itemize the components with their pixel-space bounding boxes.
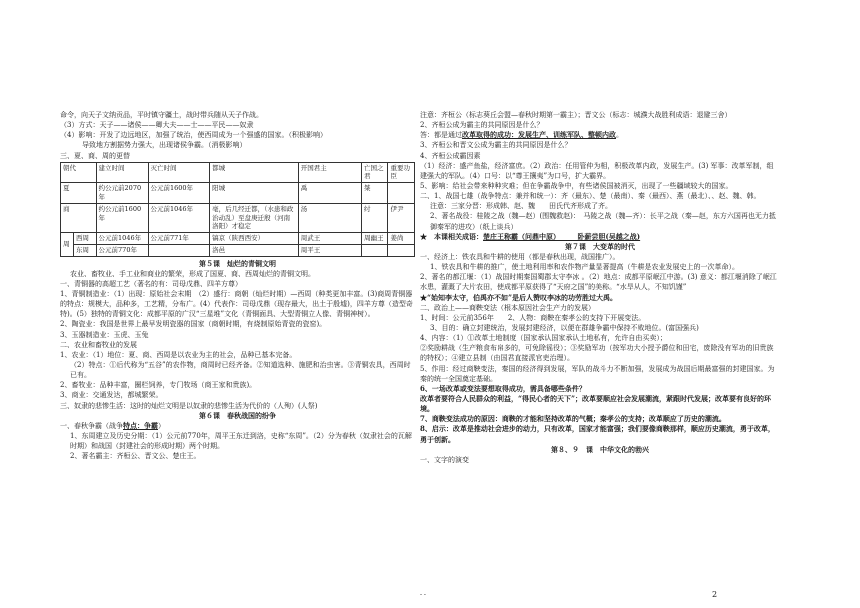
key-point: 楚庄王称霸（问鼎中原） bbox=[483, 231, 557, 241]
key-point: 卧薪尝胆(吴越之战) bbox=[556, 231, 641, 241]
text-line: 一、青铜器的高超工艺（著名的有：司母戊鼎、四羊方尊） bbox=[60, 279, 242, 288]
text-line: 2、齐桓公成为霸主的共同原因是什么？ bbox=[420, 121, 544, 130]
text-line: 二、政治上——商鞅变法（根本原因社会生产力的发展） bbox=[420, 303, 595, 312]
page-number: 2 bbox=[712, 590, 718, 599]
text-paragraph: 5、作用：经过商鞅变法，秦国的经济得到发展，军队的战斗力不断加强，发展成为战国后期最富强的封建国家。为秦的统一全国奠定基础。 bbox=[420, 364, 775, 383]
table-cell: 公元前771年 bbox=[148, 233, 210, 245]
table-cell: 公元前1600年 bbox=[148, 183, 210, 204]
table-header-row bbox=[61, 162, 415, 183]
text-line: 4、齐桓公成霸因素 bbox=[420, 151, 481, 160]
table-cell: 阳城 bbox=[210, 183, 299, 204]
table-cell: 桀 bbox=[361, 183, 387, 204]
text-line: 一、文字的演变 bbox=[420, 455, 469, 464]
right-column bbox=[420, 110, 780, 465]
text-line bbox=[60, 421, 415, 431]
table-row bbox=[61, 203, 415, 232]
text-paragraph: ②奖励耕战（生产粮食布帛多的，可免除徭役）；③奖励军功（按军功大小授予爵位和田宅，废除没有军功的旧贵族的特权）；④建立县制（由国君直接派官吏治理）。 bbox=[420, 344, 774, 363]
text-paragraph: 5、影响：给社会带来种种灾难；但在争霸战争中，有些诸侯国被消灭，出现了一些疆域较大的国家。 bbox=[420, 181, 733, 190]
text-line: （3）方式：天子——诸侯——卿大夫——士——平民——奴隶 bbox=[60, 121, 254, 130]
text-line: 3、商业：交通发达，都城繁荣。 bbox=[60, 391, 163, 400]
table-cell: 约公元前1600年 bbox=[96, 203, 148, 232]
table-cell: 洛邑 bbox=[210, 244, 299, 256]
table-cell: 西周 bbox=[73, 233, 96, 245]
table-cell: 禹 bbox=[298, 183, 361, 204]
text-line: 6、一场改革或变法要想取得成功，需具备哪些条件？ bbox=[420, 383, 586, 393]
text-paragraph: 2、著名的都江堰：（1）战国时期秦国蜀郡太守李冰 。（2）地点：成都平原岷江中游。(3) 意义：都江堰消除了岷江水患，灌溉了大片农田，使成都平原获得了“天府之国”的美称。“水旱从人，不知饥馑” bbox=[420, 273, 777, 292]
table-cell: 公元前1046年 bbox=[148, 203, 210, 232]
table-cell bbox=[148, 244, 210, 256]
table-cell: 纣 bbox=[361, 203, 387, 232]
text-line: 农业、畜牧业、手工业和商业的繁荣，形成了国夏、商、西周灿烂的青铜文明。 bbox=[70, 269, 315, 278]
text-line: 4、内容：（1）①改革土地制度（国家承认国家承认土地私有，允许自由买卖）； bbox=[420, 334, 667, 343]
table-cell: 公元前1046年 bbox=[96, 233, 148, 245]
table-cell: 汤 bbox=[298, 203, 361, 232]
text-line: 3、目的：确立封建统治，发展封建经济，以便在群雄争霸中保持不败地位。(富国强兵) bbox=[430, 323, 699, 332]
table-cell: 商 bbox=[61, 203, 97, 232]
table-header-cell: 亡国之君 bbox=[361, 162, 387, 183]
text-line: 注意：三家分晋：形成韩、赵、魏 田氏代齐形成了齐。 bbox=[430, 202, 612, 211]
table-cell: 公元前770年 bbox=[96, 244, 148, 256]
table-header-cell: 建立时间 bbox=[96, 162, 148, 183]
text-span: ） bbox=[158, 421, 165, 430]
key-point: 特点：争霸 bbox=[123, 420, 158, 430]
text-line: ★“始知李太守，伯禹亦不如”是后人赞叹李冰的功劳胜过大禹。 bbox=[420, 292, 618, 302]
text-paragraph: 8、启示：改革是推动社会进步的动力，只有改革，国家才能富强；我们要像商鞅那样，顺应历史潮流，勇于改革，勇于创新。 bbox=[420, 424, 775, 444]
text-line: 1、农业：（1）地位：夏、商、西周是以农业为主的社会，品种已基本完备。 bbox=[60, 350, 297, 359]
text-line: 二、农业和畜牧业的发展 bbox=[60, 340, 137, 349]
table-header-cell: 都城 bbox=[210, 162, 299, 183]
text-paragraph: 1、青铜制造业：（1）出现：原始社会末期 （2）盛行：商朝（灿烂时期）—西周（种类更加丰富。(3)商周青铜器的特点：规模大，品种多，工艺精，分布广。(4）代表作：司母戊鼎（现存最大，出土于殷墟)，四羊方尊（造型奇特)。(5）独特的青铜文化：成都平原的广汉“三星堆”文化（青铜面具、大型青铜立人像、青铜神树）。 bbox=[60, 290, 413, 319]
table-cell: 周武王 bbox=[298, 233, 361, 245]
table-cell: 伊尹 bbox=[388, 203, 415, 232]
table-cell: 周平王 bbox=[298, 244, 361, 256]
text-line bbox=[420, 130, 780, 140]
footer-dots: - - bbox=[420, 591, 426, 598]
table-cell: 夏 bbox=[61, 183, 97, 204]
table-cell: 约公元前2070年 bbox=[96, 183, 148, 204]
text-paragraph: （2）特点：①后代称为“五谷”的农作物，商周时已经齐备。②知道选种、施肥和治虫害。③青铜农具，西周时已有。 bbox=[70, 361, 411, 380]
text-line: 命令，向天子文纳贡品，平时镇守疆土，战时带兵随从天子作战。 bbox=[60, 111, 263, 119]
text-paragraph: 2、著名战役：桂陵之战（魏—赵）(围魏救赵)： 马陵之战（魏—齐）：长平之战（秦—赵，东方六国再也无力抵御秦军的进攻）（纸上谈兵） bbox=[430, 212, 776, 231]
lesson-title: 第８、９ 课 中华文化的勃兴 bbox=[551, 444, 649, 454]
table-row bbox=[61, 183, 415, 204]
dynasty-table bbox=[60, 162, 415, 257]
table-cell bbox=[388, 183, 415, 204]
text-line: 3、齐桓公和晋文公成为霸主的共同原因是什么？ bbox=[420, 141, 572, 150]
table-cell: 镐京（陕西西安） bbox=[210, 233, 299, 245]
key-point: 改革取得的成功：发展生产、训练军队、整顿内政 bbox=[462, 130, 616, 140]
text-paragraph: 7、商鞅变法成功的原因：商鞅的才能和坚持改革的气概；秦孝公的支持；改革顺应了历史的潮流。 bbox=[420, 414, 726, 424]
text-line: 导致地方割据势力强大，出现诸侯争霸。（消极影响） bbox=[82, 141, 247, 150]
text-paragraph: 注意：齐桓公（标志葵丘会盟—春秋时期第一霸主）；晋文公（标志：城濮大战胜利成语：退避三舍） bbox=[420, 111, 732, 119]
table-cell: 周幽王 bbox=[361, 233, 387, 245]
table-cell: 亳，后几经迁都，（水患和政治动乱）至盘庚迁殷（河南洛阳）才稳定 bbox=[210, 203, 299, 232]
text-line bbox=[420, 232, 780, 242]
table-cell: 周 bbox=[61, 233, 74, 257]
table-header-cell: 开国君主 bbox=[298, 162, 361, 183]
table-cell bbox=[388, 244, 415, 256]
text-line: 3、玉器制造业：玉虎、玉兔 bbox=[60, 330, 149, 339]
text-paragraph: 改革者要符合人民群众的利益，“得民心者的天下”；改革要顺应社会发展潮流，紧跟时代发展；改革要有良好的环境。 bbox=[420, 393, 772, 414]
text-paragraph: 1、东周建立及历史分期：（1）公元前770年，周平王东迁到洛，史称“东周”。（2）分为春秋（奴隶社会的瓦解时期）和战国（封建社会的形成时期）两个时期。 bbox=[70, 431, 412, 451]
text-paragraph: （1）经济：盛产鱼盐，经济富庶。（2）政治：任用管仲为相，积极改革内政，发展生产。(3) 军事：改革军制，组建强大的军队。（4）口号：以“尊王攘夷”为口号，扩大霸界。 bbox=[420, 161, 774, 180]
lesson-title: 第５课 灿烂的青铜文明 bbox=[199, 258, 276, 268]
lesson-title: 第６课 春秋战国的纷争 bbox=[199, 410, 276, 420]
text-paragraph: 二、1、战国七雄（战争特点：兼并和统一）：齐（最东）、楚（最南）、秦（最西）、燕（最北）、、赵、魏、韩。 bbox=[420, 192, 761, 201]
text-span: 。 bbox=[616, 131, 623, 140]
text-span: 答：都是通过 bbox=[420, 131, 462, 140]
table-header-cell: 朝代 bbox=[61, 162, 97, 183]
table-row bbox=[61, 233, 415, 245]
text-line: 一、经济上：铁农具和牛耕的使用（都是春秋出现，战国推广）。 bbox=[420, 252, 620, 261]
table-row bbox=[61, 244, 415, 256]
text-line: （4）影响：开发了边远地区，加强了统治，使西周成为一个强盛的国家。（积极影响） bbox=[60, 131, 327, 140]
text-span: 一、春秋争霸（战争 bbox=[60, 421, 123, 430]
text-span: ★ 本课相关成语： bbox=[420, 231, 483, 241]
table-cell: 东周 bbox=[73, 244, 96, 256]
text-line: 2、畜牧业：品种丰富，圈栏饲养，专门牧场（商王家和贵族)。 bbox=[60, 381, 257, 390]
table-header-cell: 灭亡时间 bbox=[148, 162, 210, 183]
text-line: 2、陶瓷业：我国是世界上最早发明瓷器的国家（商朝时期，有烧制原始青瓷的瓷窑)。 bbox=[60, 320, 327, 329]
text-line: 2、著名霸主：齐桓公、晋文公、楚庄王。 bbox=[70, 452, 201, 461]
text-line: 三、奴隶的悲惨生活：这时的灿烂文明是以奴隶的悲惨生活为代价的（人殉）(人祭) bbox=[60, 401, 318, 410]
lesson-title: 第７课 大变革的时代 bbox=[565, 241, 635, 251]
text-line: 1、时间：公元前356年 2、人物：商鞅在秦孝公的支持下开展变法。 bbox=[420, 313, 646, 322]
table-cell: 姜尚 bbox=[388, 233, 415, 245]
table-cell bbox=[361, 244, 387, 256]
left-column bbox=[60, 110, 415, 461]
section-heading: 三、夏、商、周的更替 bbox=[60, 151, 130, 160]
text-paragraph: 1、铁农具和牛耕的推广，使土地利用率和农作物产量显著提高（牛耕是农业发展史上的一次革命）。 bbox=[430, 263, 739, 272]
table-header-cell: 重要功臣 bbox=[388, 162, 415, 183]
